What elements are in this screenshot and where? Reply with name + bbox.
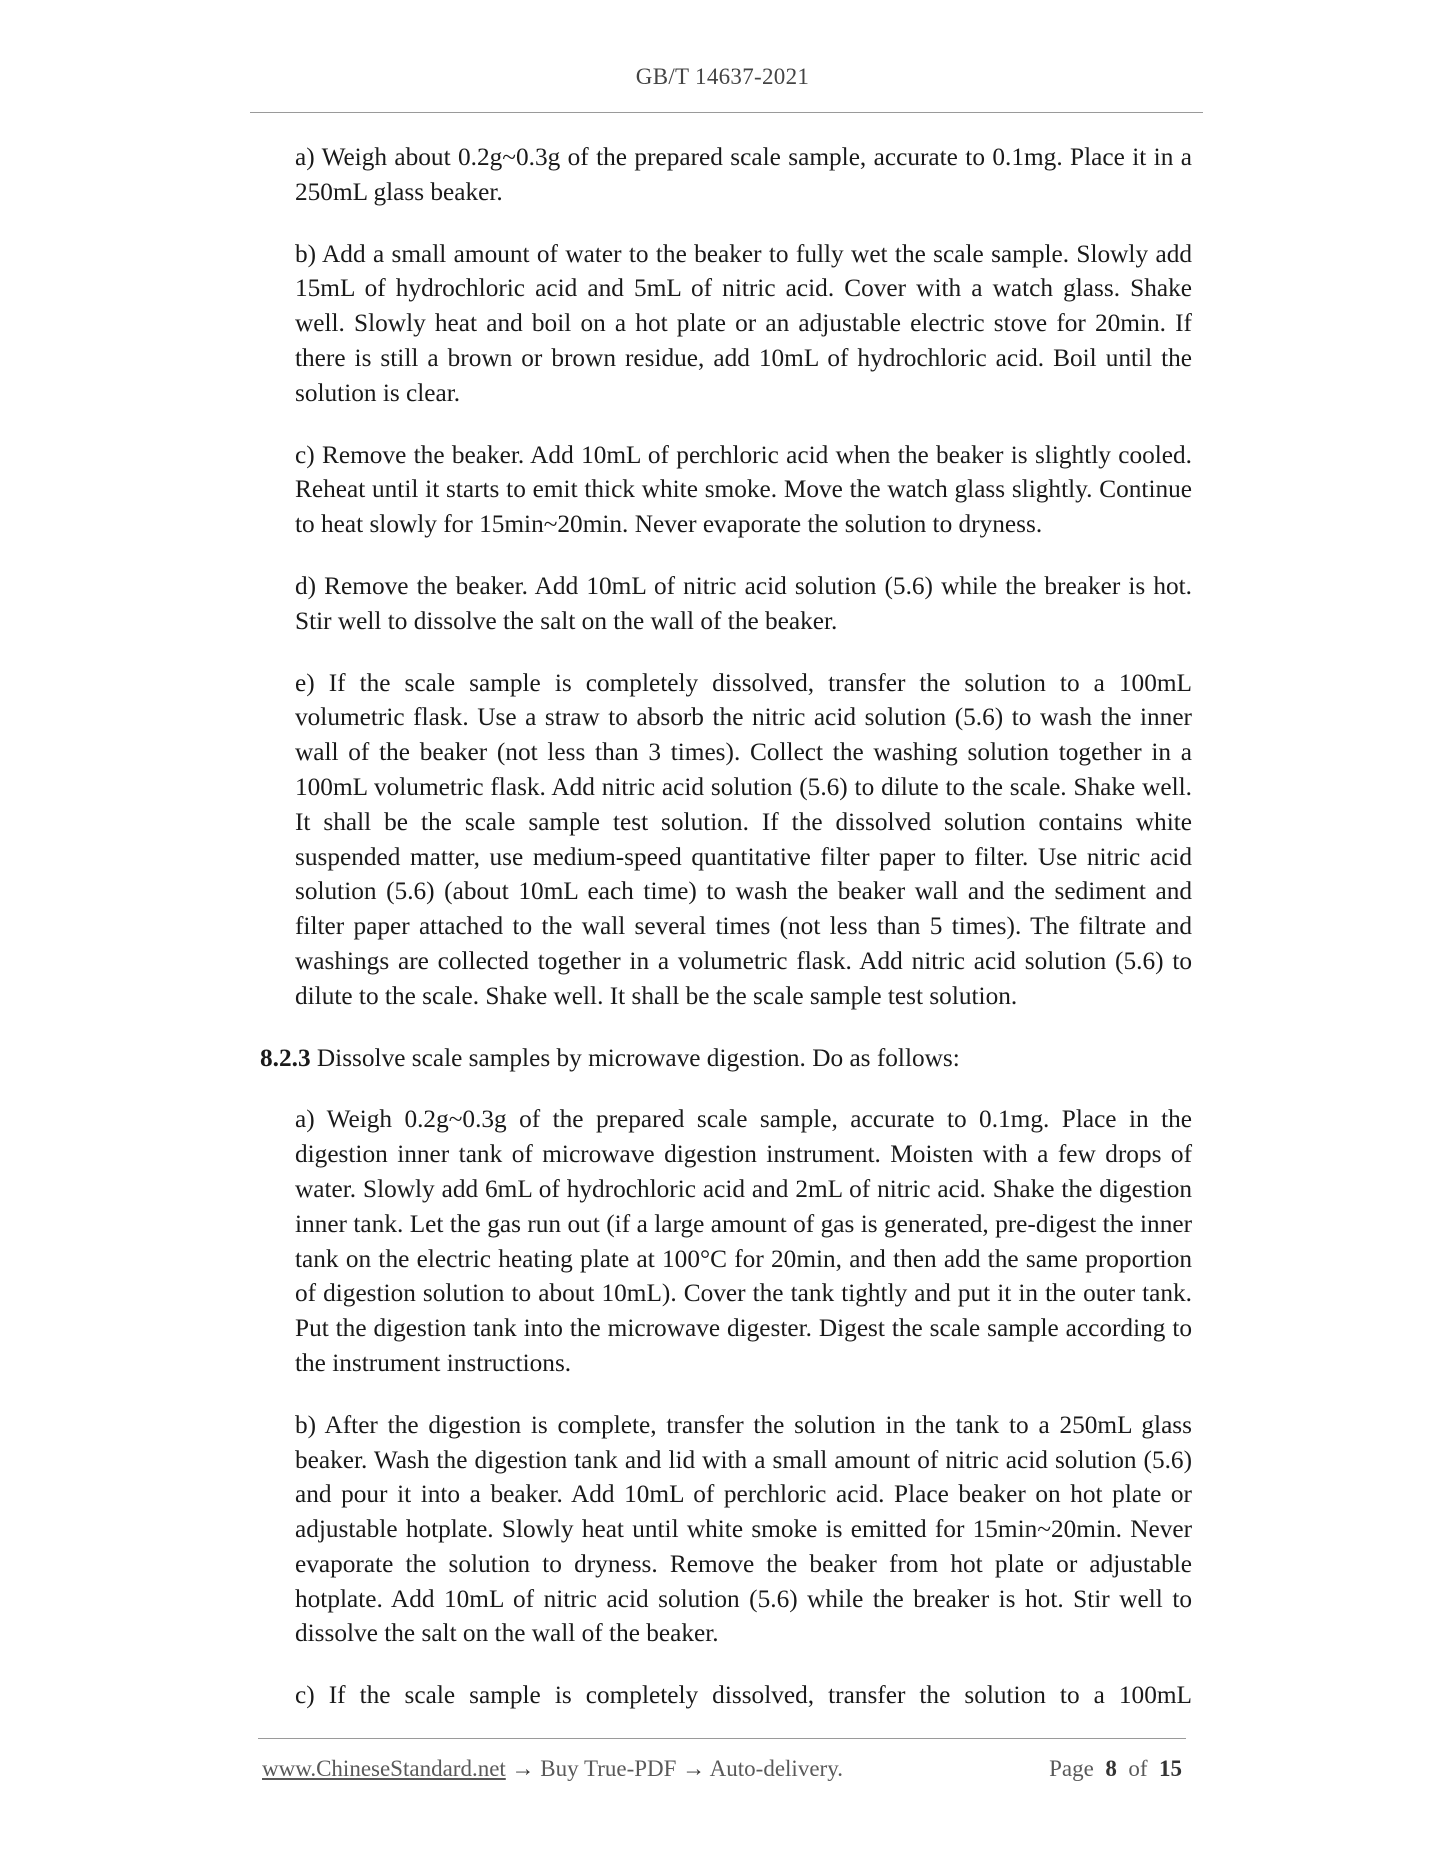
clause-heading — [260, 1041, 1192, 1076]
buy-text: Buy True-PDF — [540, 1756, 677, 1781]
page-header: GB/T 14637-2021 — [635, 64, 810, 89]
page-indicator — [1049, 1756, 1182, 1782]
delivery-text: Auto-delivery. — [709, 1756, 843, 1781]
website-link[interactable]: www.ChineseStandard.net — [262, 1756, 506, 1781]
page-number: 8 — [1105, 1756, 1117, 1781]
footer-divider — [258, 1738, 1186, 1739]
list-item-b-microwave: b) After the digestion is complete, transfer the solution in the tank to a 250mL glass beaker. Wash the digestion tank and lid with a small amount of nitric acid solution (5.6) and pour it into a beaker. Add 10mL of perchloric acid. Place beaker on hot plate or adjustable hotplate. Slowly heat until white smoke is emitted for 15min~20min. Never evaporate the solution to dryness. Remove the beaker from hot plate or adjustable hotplate. Add 10mL of nitric acid solution (5.6) while the breaker is hot. Stir well to dissolve the salt on the wall of the beaker. — [295, 1410, 1192, 1648]
arrow-right-icon: → — [511, 1756, 535, 1781]
page-total: 15 — [1159, 1756, 1182, 1781]
list-item-e-acid-dissolution: e) If the scale sample is completely dissolved, transfer the solution to a 100mL volumetric flask. Use a straw to absorb the nitric acid solution (5.6) to wash the inner wall of the beaker (not less than 3 times). Collect the washing solution together in a 100mL volumetric flask. Add nitric acid solution (5.6) to dilute to the scale. Shake well. It shall be the scale sample test solution. If the dissolved solution contains white suspended matter, use medium-speed quantitative filter paper to filter. Use nitric acid solution (5.6) (about 10mL each time) to wash the beaker wall and the sediment and filter paper attached to the wall several times (not less than 5 times). The filtrate and washings are collected together in a volumetric flask. Add nitric acid solution (5.6) to dilute to the scale. Shake well. It shall be the scale sample test solution. — [295, 668, 1192, 1010]
clause-number: 8.2.3 — [260, 1043, 311, 1072]
arrow-right-icon: → — [682, 1756, 706, 1781]
list-item-c-acid-dissolution: c) Remove the beaker. Add 10mL of perchloric acid when the beaker is slightly cooled. Reheat until it starts to emit thick white smoke. Move the watch glass slightly. Continue to heat slowly for 15min~20min. Never evaporate the solution to dryness. — [295, 440, 1192, 539]
footer-promo — [262, 1756, 843, 1782]
header-divider — [250, 112, 1203, 113]
clause-text: Dissolve scale samples by microwave digestion. Do as follows: — [310, 1043, 960, 1072]
list-item-a-microwave: a) Weigh 0.2g~0.3g of the prepared scale sample, accurate to 0.1mg. Place in the digestion inner tank of microwave digestion instrument. Moisten with a few drops of water. Slowly add 6mL of hydrochloric acid and 2mL of nitric acid. Shake the digestion inner tank. Let the gas run out (if a large amount of gas is generated, pre-digest the inner tank on the electric heating plate at 100°C for 20min, and then add the same proportion of digestion solution to about 10mL). Cover the tank tightly and put it in the outer tank. Put the digestion tank into the microwave digester. Digest the scale sample according to the instrument instructions. — [295, 1105, 1192, 1377]
page-label: Page — [1049, 1756, 1094, 1781]
list-item-c-microwave: c) If the scale sample is completely dissolved, transfer the solution to a 100mL — [295, 1681, 1192, 1710]
list-item-b-acid-dissolution: b) Add a small amount of water to the beaker to fully wet the scale sample. Slowly add 15mL of hydrochloric acid and 5mL of nitric acid. Cover with a watch glass. Shake well. Slowly heat and boil on a hot plate or an adjustable electric stove for 20min. If there is still a brown or brown residue, add 10mL of hydrochloric acid. Boil until the solution is clear. — [295, 239, 1192, 407]
list-item-d-acid-dissolution: d) Remove the beaker. Add 10mL of nitric acid solution (5.6) while the breaker is hot. Stir well to dissolve the salt on the wall of the beaker. — [295, 571, 1192, 635]
of-label: of — [1128, 1756, 1148, 1781]
document-body — [260, 140, 1192, 1740]
list-item-a-acid-dissolution: a) Weigh about 0.2g~0.3g of the prepared scale sample, accurate to 0.1mg. Place it in a 250mL glass beaker. — [295, 143, 1192, 206]
